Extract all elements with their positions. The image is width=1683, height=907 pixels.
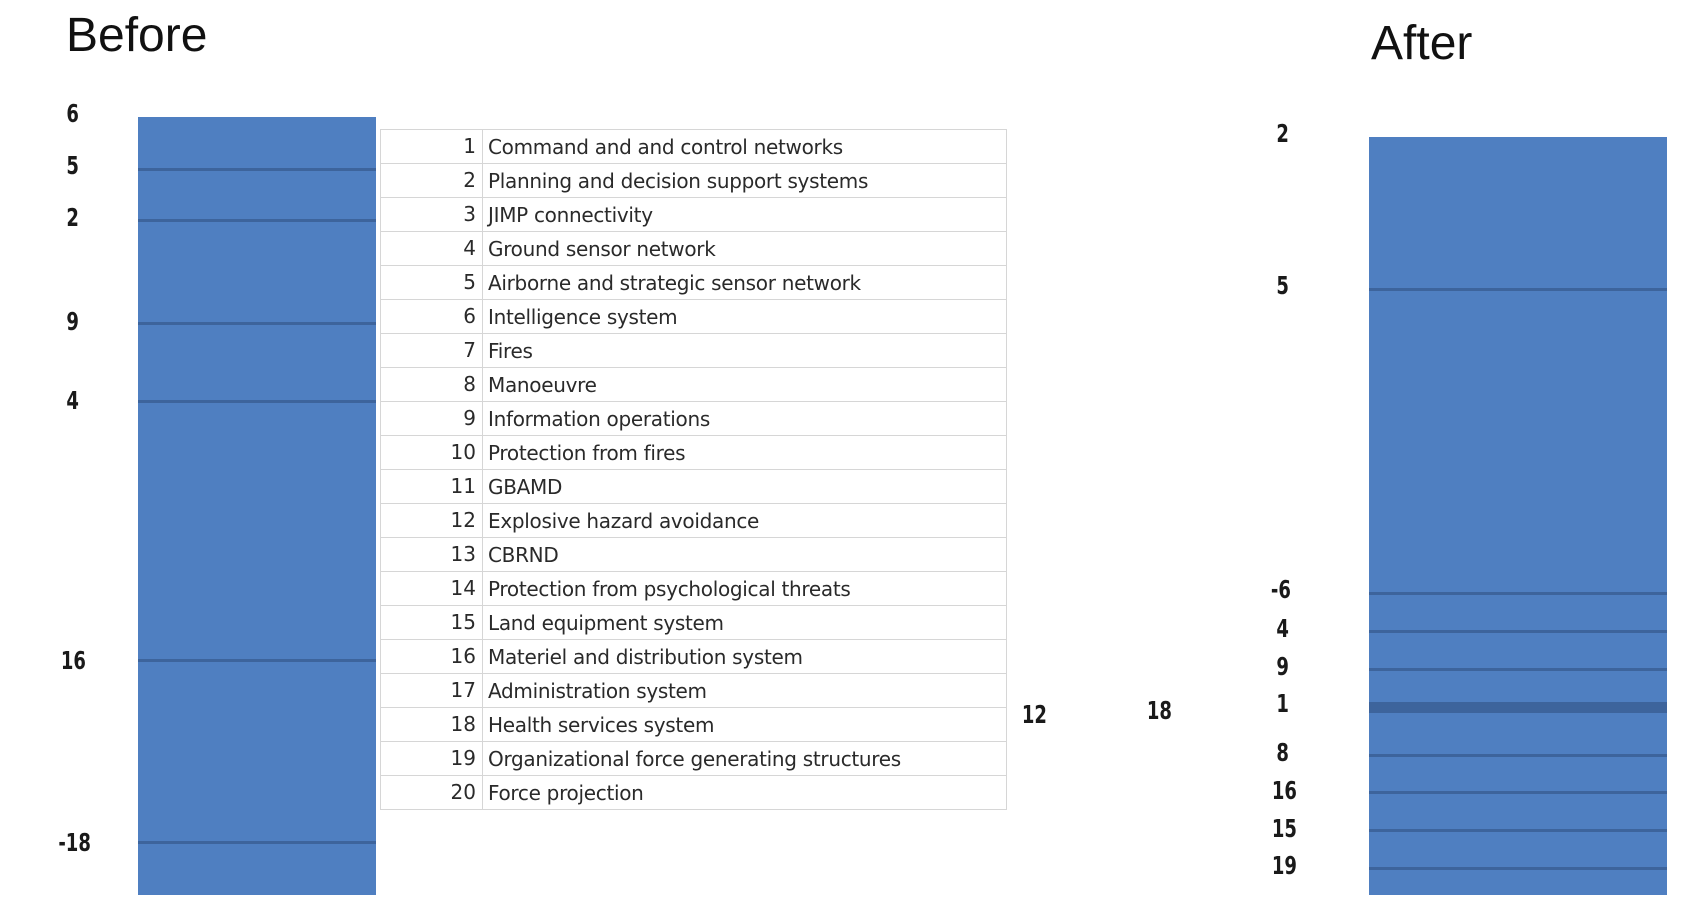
legend-name: Administration system <box>488 678 707 703</box>
legend-number: 9 <box>381 402 483 435</box>
legend-number: 2 <box>381 164 483 197</box>
legend-number: 13 <box>381 538 483 571</box>
legend-name: Health services system <box>488 712 715 737</box>
legend-name: Airborne and strategic sensor network <box>488 270 861 295</box>
legend-name: Force projection <box>488 780 644 805</box>
legend-name: Materiel and distribution system <box>488 644 803 669</box>
after-label: 9 <box>1276 652 1289 681</box>
legend-name: Planning and decision support systems <box>488 168 869 193</box>
after-label: 2 <box>1276 119 1289 148</box>
after-segment-separator <box>1369 592 1667 595</box>
floating-label: 18 <box>1146 696 1172 725</box>
legend-number: 8 <box>381 368 483 401</box>
after-title: After <box>1371 17 1473 70</box>
legend-name: Organizational force generating structures <box>488 746 901 771</box>
after-label: 8 <box>1276 738 1289 767</box>
legend-row <box>380 333 1007 367</box>
legend-name: Land equipment system <box>488 610 724 635</box>
before-label: -18 <box>58 828 91 857</box>
before-label: 6 <box>66 99 79 128</box>
legend-row <box>380 605 1007 639</box>
after-label: 5 <box>1276 271 1289 300</box>
legend-name: Manoeuvre <box>488 372 597 397</box>
legend-name: Command and and control networks <box>488 134 843 159</box>
legend-number: 20 <box>381 776 483 809</box>
before-segment-separator <box>138 400 376 403</box>
after-segment-separator <box>1369 829 1667 832</box>
after-label: 15 <box>1271 814 1297 843</box>
legend-name: Ground sensor network <box>488 236 716 261</box>
legend-row <box>380 469 1007 503</box>
legend-row <box>380 775 1007 810</box>
legend-name: Fires <box>488 338 533 363</box>
legend-name: Intelligence system <box>488 304 678 329</box>
after-label: 19 <box>1271 851 1297 880</box>
legend-row <box>380 163 1007 197</box>
before-title: Before <box>66 9 208 62</box>
before-label: 4 <box>66 386 79 415</box>
before-label: 5 <box>66 151 79 180</box>
legend-row <box>380 367 1007 401</box>
legend-row <box>380 197 1007 231</box>
legend-number: 12 <box>381 504 483 537</box>
legend-row <box>380 673 1007 707</box>
before-label: 2 <box>66 203 79 232</box>
after-segment-separator <box>1369 702 1667 713</box>
legend-row <box>380 639 1007 673</box>
legend-number: 16 <box>381 640 483 673</box>
legend-number: 14 <box>381 572 483 605</box>
legend-row <box>380 401 1007 435</box>
before-segment-separator <box>138 322 376 325</box>
after-segment-separator <box>1369 630 1667 633</box>
legend-row <box>380 503 1007 537</box>
legend-row <box>380 435 1007 469</box>
before-label: 16 <box>60 646 86 675</box>
legend-row <box>380 231 1007 265</box>
legend-name: CBRND <box>488 542 559 567</box>
legend-number: 3 <box>381 198 483 231</box>
legend-name: GBAMD <box>488 474 563 499</box>
legend-row <box>380 707 1007 741</box>
legend-name: Protection from fires <box>488 440 686 465</box>
legend-number: 17 <box>381 674 483 707</box>
after-segment-separator <box>1369 867 1667 870</box>
legend-name: Protection from psychological threats <box>488 576 851 601</box>
legend-number: 7 <box>381 334 483 367</box>
legend-number: 1 <box>381 130 483 163</box>
legend-name: Explosive hazard avoidance <box>488 508 760 533</box>
floating-label: 12 <box>1021 700 1047 729</box>
legend-number: 6 <box>381 300 483 333</box>
legend-number: 10 <box>381 436 483 469</box>
legend-name: JIMP connectivity <box>488 202 653 227</box>
legend-number: 18 <box>381 708 483 741</box>
legend-number: 19 <box>381 742 483 775</box>
after-segment-separator <box>1369 288 1667 291</box>
legend-number: 5 <box>381 266 483 299</box>
legend-row <box>380 265 1007 299</box>
before-segment-separator <box>138 219 376 222</box>
legend-row <box>380 571 1007 605</box>
legend-row <box>380 741 1007 775</box>
legend-number: 11 <box>381 470 483 503</box>
after-label: -6 <box>1270 575 1291 604</box>
legend-row <box>380 537 1007 571</box>
before-label: 9 <box>66 307 79 336</box>
after-segment-separator <box>1369 754 1667 757</box>
legend-table <box>380 129 1007 810</box>
before-segment-separator <box>138 841 376 844</box>
legend-number: 4 <box>381 232 483 265</box>
before-stacked-bar <box>138 117 376 895</box>
legend-row <box>380 299 1007 333</box>
before-segment-separator <box>138 168 376 171</box>
legend-name: Information operations <box>488 406 710 431</box>
before-segment-separator <box>138 659 376 662</box>
after-segment-separator <box>1369 668 1667 671</box>
after-stacked-bar <box>1369 137 1667 895</box>
legend-row <box>380 129 1007 163</box>
legend-number: 15 <box>381 606 483 639</box>
after-label: 16 <box>1271 776 1297 805</box>
after-segment-separator <box>1369 791 1667 794</box>
after-label: 1 <box>1276 689 1289 718</box>
after-label: 4 <box>1276 614 1289 643</box>
